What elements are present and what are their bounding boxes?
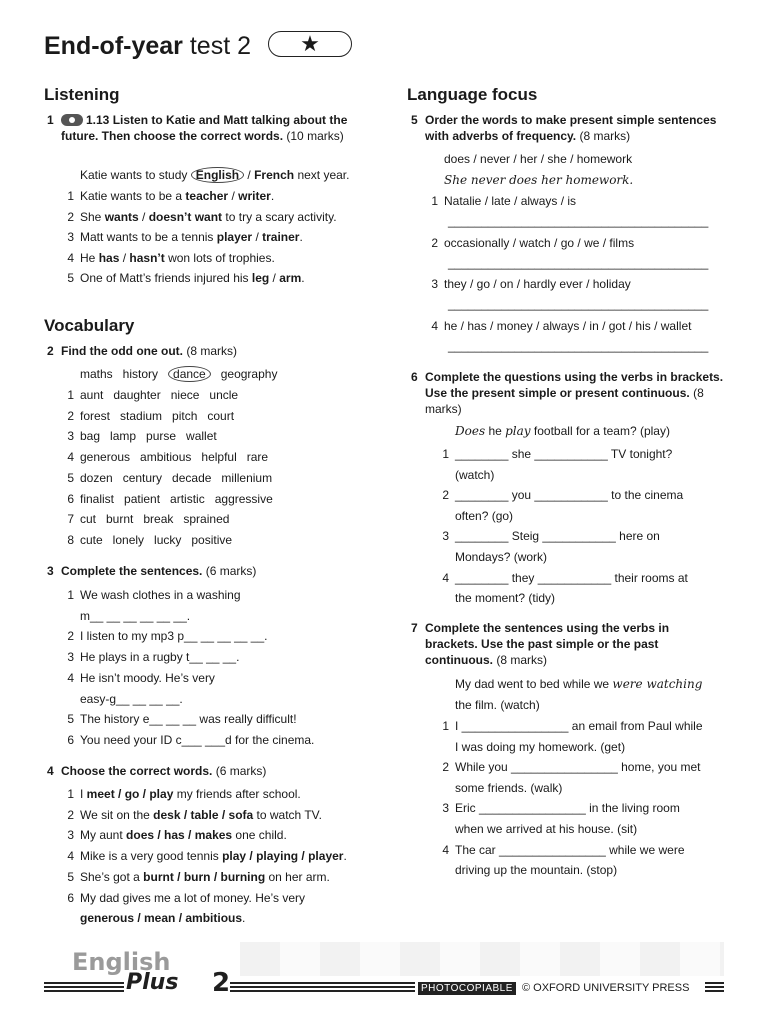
answer-line: _______________________________________ [448,338,709,353]
q2-item-words: generous ambitious helpful rare [80,450,269,465]
q6-line [442,528,660,544]
q1-item-b: hasn’t [129,250,165,265]
q7-line-text: While you ________________ home, you met [455,760,701,775]
item-number: 5 [67,712,74,727]
item-number: 5 [67,271,74,285]
item-number: 3 [67,230,74,244]
q1-item-b: doesn’t want [148,209,223,224]
item-number: 3 [442,801,449,816]
q7-line-text: some friends. (walk) [455,780,563,795]
item-number: 1 [67,787,74,801]
q4-pre: We sit on the [80,807,154,822]
q4-pre: She’s got a [80,869,144,884]
q4-post: . [343,849,347,864]
q4-post: . [242,911,246,926]
q1-item-post: . [301,271,305,285]
q4-options: burnt / burn / burning [143,869,266,884]
q1-item-sep: / [252,230,263,244]
item-number: 3 [442,529,449,544]
q7-line [442,759,701,775]
q1-item-post: to try a scary activity. [222,209,337,224]
q1-example: Katie wants to study English / French next year. [80,168,350,182]
item-number: 1 [67,588,74,602]
item-number: 4 [67,670,74,685]
q1-item-sep: / [269,271,280,285]
q1-item [67,250,275,266]
q3-line-text: He isn’t moody. He’s very [80,670,215,685]
item-number: 7 [67,512,74,527]
q1-item-pre: He [80,250,99,265]
q3-line [67,711,297,727]
question-4: 4 Choose the correct words. (6 marks) [47,764,267,778]
logo-plus: Plus [126,970,179,995]
title-normal: test 2 [189,32,252,60]
q6-line [455,549,547,565]
item-number: 2 [442,488,449,503]
item-number: 1 [442,719,449,733]
q2-item [67,387,239,403]
q1-item-pre: One of Matt’s friends injured his [80,271,252,285]
q6-line-text: ________ you ___________ to the cinema [455,488,684,503]
q6-line-text: ________ she ___________ TV tonight? [455,447,673,461]
q6-example: Does he play football for a team? (play) [455,424,670,438]
q6-line-text: ________ they ___________ their rooms at [455,570,688,585]
answer-line: _______________________________________ [448,255,709,270]
q4-post: to watch TV. [253,807,322,822]
q7-line-text: I was doing my homework. (get) [455,739,626,754]
q7-example-line2: the film. (watch) [455,698,540,712]
q7-line-text: Eric ________________ in the living room [455,801,680,816]
item-number: 4 [67,849,74,864]
item-number: 2 [67,807,74,822]
q5-item-words: he / has / money / always / in / got / his / wallet [444,318,692,333]
q7-line [442,718,703,734]
q1-item-a: wants [104,209,139,224]
q6-line [442,487,684,503]
q3-line-text: He plays in a rugby t__ __ __. [80,650,240,665]
item-number: 3 [67,650,74,665]
q2-item [67,491,273,507]
q4-options: play / playing / player [222,849,344,864]
q7-line [442,842,685,858]
q6-line [442,446,673,462]
q7-line-text: The car ________________ while we were [455,842,685,857]
q4-post: one child. [232,828,287,843]
q4-options: meet / go / play [86,787,174,801]
q3-line [67,649,240,665]
q4-line [67,827,287,843]
item-number: 4 [67,450,74,465]
item-number: 6 [67,732,74,747]
item-number: 1 [442,447,449,461]
item-number: 5 [67,869,74,884]
q2-item [67,449,269,465]
question-7: 7 Complete the sentences using the verbs in brackets. Use the past simple or the past continuous. (8 marks) [411,621,670,667]
footer-stripes-right [705,982,724,994]
q1-item-sep: / [119,250,130,265]
q3-line-text: You need your ID c___ ___d for the cinema. [80,732,315,747]
q1-item-a: teacher [185,189,229,203]
q5-example: does / never / her / she / homework [444,152,633,166]
q1-item [67,209,337,225]
q7-line [455,862,617,878]
q7-line [455,821,637,837]
q3-line [80,608,190,624]
q1-item-b: writer [238,189,271,203]
q6-line-text: (watch) [455,467,495,482]
q4-options: does / has / makes [126,828,233,843]
q3-line [67,587,241,603]
q4-options: desk / table / sofa [153,807,254,822]
item-number: 1 [67,388,74,402]
q4-pre: I [80,787,87,801]
q2-item-words: cut burnt break sprained [80,512,230,527]
listening-heading: Listening [44,85,120,104]
q1-item-a: leg [251,271,270,285]
q4-post: my friends after school. [173,787,301,801]
q4-line [67,786,301,802]
answer-line: _______________________________________ [448,297,709,311]
item-number: 2 [67,408,74,423]
item-number: 1 [67,189,74,203]
question-1: 1 1.13 Listen to Katie and Matt talking about the future. Then choose the correct words. (10 marks) [47,113,348,143]
language-focus-heading: Language focus [407,85,538,104]
q1-item [67,270,305,286]
q7-line [455,739,625,755]
q7-line [455,780,562,796]
q1-item-post: . [270,189,275,203]
q2-example: maths history dance geography [80,367,278,381]
q6-line [455,508,513,524]
item-number: 3 [431,277,438,291]
footer-stripes-left [44,982,124,994]
q2-item [67,428,217,444]
q5-item [431,276,631,292]
q6-line [442,570,688,586]
question-2: 2 Find the odd one out. (8 marks) [47,344,237,358]
circled-answer: dance [168,366,211,382]
item-number: 3 [67,429,74,444]
logo-english: English [72,948,171,976]
q1-item-pre: Matt wants to be a tennis [80,230,217,244]
q5-item-words: Natalie / late / always / is [444,194,577,208]
item-number: 4 [431,318,438,333]
item-number: 8 [67,532,74,547]
q2-item-words: finalist patient artistic aggressive [80,491,273,506]
answer-line: _______________________________________ [448,214,709,228]
q5-item-words: they / go / on / hardly ever / holiday [444,277,631,291]
q6-line [455,590,555,606]
q2-item [67,470,273,486]
publisher: © OXFORD UNIVERSITY PRESS [522,982,690,994]
q7-example: My dad went to bed while we were watching [455,677,703,691]
question-3: 3 Complete the sentences. (6 marks) [47,564,257,578]
cd-icon [61,114,83,126]
q3-line [67,670,215,686]
q2-item [67,408,235,424]
q5-item [431,235,635,251]
q2-item-words: dozen century decade millenium [80,470,273,485]
q3-line [67,732,315,748]
item-number: 1 [431,194,438,208]
q5-item [431,318,692,334]
q7-line-text: I ________________ an email from Paul while [455,719,703,733]
q4-line [80,910,245,926]
title-bold: End-of-year [44,32,183,60]
q1-item-a: player [216,230,253,244]
q3-line [67,628,268,644]
page-title [44,32,352,61]
q3-line-text: We wash clothes in a washing [80,588,241,602]
q1-item-post: won lots of trophies. [164,250,275,265]
q4-line [67,807,322,823]
q3-line-text: The history e__ __ __ was really difficult! [80,712,297,727]
q7-line [442,800,680,816]
q1-item-pre: Katie wants to be a [80,189,186,203]
q4-line [67,848,347,864]
item-number: 4 [442,842,449,857]
footer-stripes-mid [230,982,415,994]
q6-line [455,467,494,483]
q3-line-text: I listen to my mp3 p__ __ __ __ __. [80,629,268,644]
q1-item-pre: She [80,209,105,224]
q2-item-words: aunt daughter niece uncle [80,388,239,402]
q6-line-text: ________ Steig ___________ here on [455,529,660,544]
q6-line-text: often? (go) [455,508,514,523]
q4-pre: My dad gives me a lot of money. He’s very [80,890,305,905]
track-number: 1.13 [86,113,110,127]
q1-item-sep: / [138,209,149,224]
item-number: 2 [67,629,74,644]
logo-number: 2 [212,968,231,998]
q3-line [80,691,183,707]
q4-line [67,869,330,885]
question-5: 5 Order the words to make present simple sentences with adverbs of frequency. (8 marks) [411,113,717,143]
q4-post: on her arm. [265,869,330,884]
item-number: 4 [442,570,449,585]
q6-line-text: the moment? (tidy) [455,591,556,606]
item-number: 5 [67,470,74,485]
item-number: 2 [442,760,449,775]
item-number: 2 [431,235,438,250]
q1-item-a: has [98,250,120,265]
q1-item-b: trainer [262,230,300,244]
item-number: 6 [67,890,74,905]
q2-item-words: bag lamp purse wallet [80,429,217,444]
q6-line-text: Mondays? (work) [455,550,548,564]
q7-line-text: when we arrived at his house. (sit) [455,822,638,836]
item-number: 4 [67,250,74,265]
circled-answer: English [191,167,244,183]
q2-item-words: forest stadium pitch court [80,408,235,423]
q1-item-post: . [299,230,303,244]
photocopiable-badge: PHOTOCOPIABLE [418,982,516,995]
q2-item [67,511,230,527]
q4-line [67,890,305,906]
footer-band [240,942,724,976]
q2-item [67,532,233,548]
item-number: 2 [67,209,74,224]
vocabulary-heading: Vocabulary [44,316,135,335]
question-6: 6 Complete the questions using the verbs in brackets. Use the present simple or present continuous. (8 marks) [411,370,724,416]
q5-item [431,193,577,209]
q1-item-sep: / [228,189,239,203]
q2-item-words: cute lonely lucky positive [80,532,233,547]
q7-line-text: driving up the mountain. (stop) [455,863,618,878]
q1-item [67,188,275,204]
q1-item [67,229,303,245]
star-level-icon: ★ [268,31,352,57]
q5-item-words: occasionally / watch / go / we / films [444,235,635,250]
item-number: 3 [67,828,74,843]
q5-example-answer: She never does her homework. [444,173,634,187]
q3-line-text: easy-g__ __ __ __. [80,691,183,706]
q4-pre: My aunt [80,828,127,843]
q4-options: generous / mean / ambitious [80,911,243,926]
q4-pre: Mike is a very good tennis [80,849,223,864]
q1-item-b: arm [279,271,302,285]
q3-line-text: m__ __ __ __ __ __. [80,608,191,623]
item-number: 6 [67,491,74,506]
